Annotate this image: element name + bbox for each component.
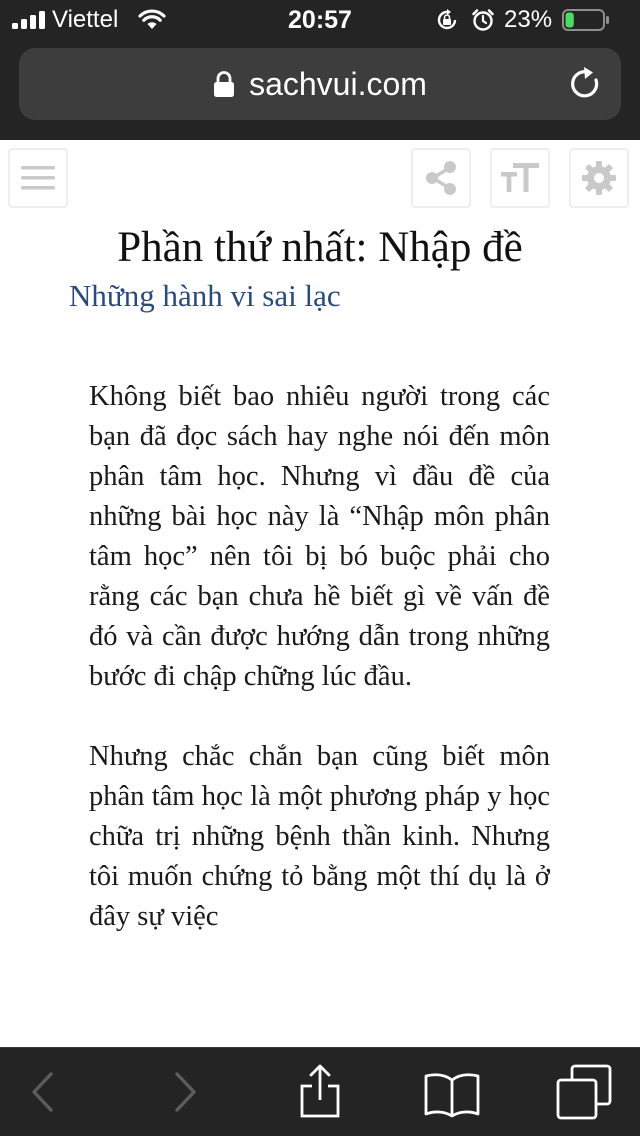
url-text[interactable]: sachvui.com bbox=[249, 65, 427, 102]
tabs-button[interactable] bbox=[552, 1060, 616, 1124]
back-arrow-icon bbox=[12, 1060, 76, 1124]
reload-icon[interactable] bbox=[569, 66, 603, 102]
browser-chrome bbox=[0, 0, 640, 140]
forward-button[interactable] bbox=[152, 1060, 216, 1124]
article-body bbox=[89, 377, 550, 977]
share-icon bbox=[288, 1060, 352, 1124]
gear-icon bbox=[571, 150, 627, 206]
tabs-icon bbox=[552, 1060, 616, 1124]
font-size-icon bbox=[492, 150, 548, 206]
hamburger-menu-icon bbox=[10, 150, 66, 206]
paragraph: Nhưng chắc chắn bạn cũng biết môn phân tâm học là một phương pháp y học chữa trị những bệnh thần kinh. Nhưng tôi muốn chứng tỏ bằng một thí dụ là ở đây sự việc bbox=[89, 741, 550, 932]
battery-level-fill bbox=[566, 13, 574, 28]
padlock-icon bbox=[213, 71, 235, 97]
back-button[interactable] bbox=[12, 1060, 76, 1124]
battery-percent: 23% bbox=[504, 6, 553, 33]
share-page-button[interactable] bbox=[288, 1060, 352, 1124]
alarm-icon bbox=[471, 8, 495, 32]
bookmarks-button[interactable] bbox=[420, 1060, 484, 1124]
address-bar[interactable] bbox=[19, 48, 621, 120]
share-icon bbox=[413, 150, 469, 206]
font-size-button[interactable] bbox=[490, 148, 550, 208]
clock: 20:57 bbox=[288, 6, 352, 34]
settings-button[interactable] bbox=[569, 148, 629, 208]
section-title: Những hành vi sai lạc bbox=[69, 278, 341, 313]
hamburger-menu-button[interactable] bbox=[8, 148, 68, 208]
bottom-toolbar bbox=[0, 1047, 640, 1136]
paragraph: Không biết bao nhiêu người trong các bạn đã đọc sách hay nghe nói đến môn phân tâm học. Nhưng vì đầu đề của những bài học này là “Nhập môn phân tâm học” nên tôi bị bó buộc phải cho rằng các bạn chưa hề biết gì về vấn đề đó và cần được hướng dẫn trong những bước đi chập chững lúc đầu. bbox=[89, 381, 550, 692]
chapter-title: Phần thứ nhất: Nhập đề bbox=[117, 224, 523, 271]
status-bar bbox=[0, 0, 640, 40]
carrier-name: Viettel bbox=[52, 6, 119, 33]
rotation-lock-icon bbox=[435, 8, 459, 32]
battery-icon bbox=[562, 9, 610, 31]
bookmarks-book-icon bbox=[420, 1060, 484, 1124]
share-button[interactable] bbox=[411, 148, 471, 208]
forward-arrow-icon bbox=[152, 1060, 216, 1124]
